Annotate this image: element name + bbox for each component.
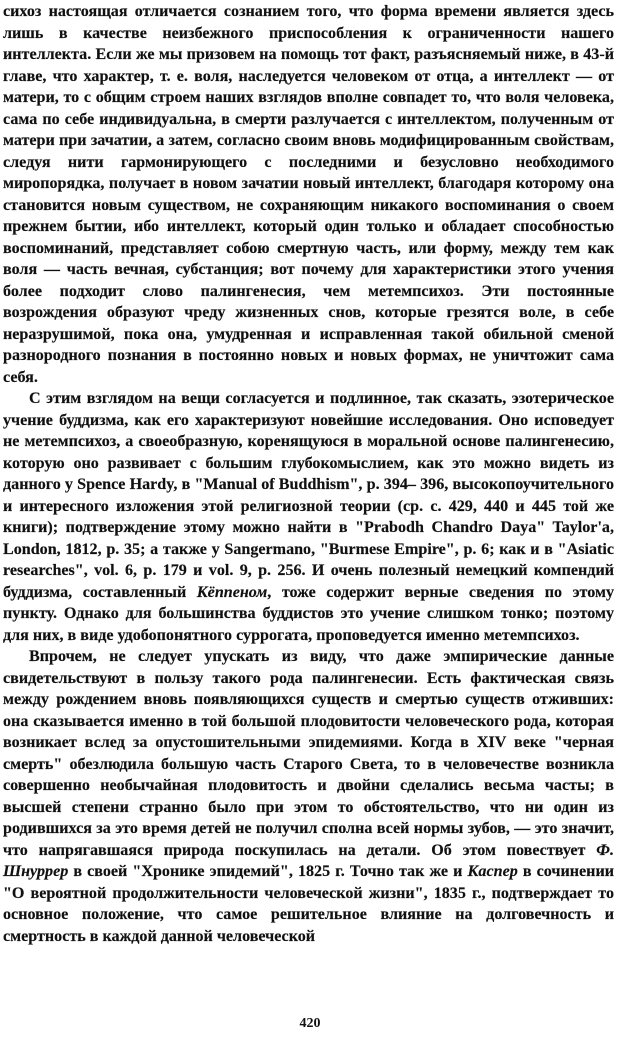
paragraph bbox=[3, 646, 614, 947]
body-text bbox=[3, 1, 614, 947]
paragraph-text: Впрочем, не следует упускать из виду, что даже эмпирические данные свидетельствуют в пользу такого рода палингенесии. Есть фактическая связь между рождением вновь появляющихся существ и смертью существ отживших: она сказывается именно в той большой плодовитости человеческого рода, которая возникает вслед за опустошительными эпидемиями. Когда в XIV веке "черная смерть" обезлюдила большую часть Старого Света, то в человечестве возникла совершенно необычайная плодовитость и двойни сделались весьма часты; в высшей степени странно было при этом то обстоятельство, что ни один из родившихся за это время детей не получил сполна всей нормы зубов, — это значит, что напрягавшаяся природа поскупилась на детали. Об этом повествует bbox=[3, 648, 614, 859]
paragraph-text: С этим взглядом на вещи согласуется и подлинное, так сказать, эзотерическое учение буддизма, как его характеризуют новейшие исследования. Оно исповедует не метемпсихоз, а своеобразную, коренящуюся в моральной основе палингенесию, которую оно развивает с большим глубокомыслием, как это можно видеть из данного у Spence Hardy, в "Manual of Buddhism", p. 394– 396, высокопоучительного и интересного изложения этой религиозной теории (ср. с. 429, 440 и 445 той же книги); подтверждение этому можно найти в "Prabodh Chandro Daya" Taylor'a, London, 1812, p. 35; а также у Sangermano, "Burmese Empire", p. 6; как и в "Asiatic researches", vol. 6, p. 179 и vol. 9, p. 256. И очень полезный немецкий компендий буддизма, составленный bbox=[3, 390, 614, 601]
page-number: 420 bbox=[299, 1016, 321, 1031]
paragraph bbox=[3, 1, 614, 388]
paragraph-text: в сочинении "О вероятной продолжительности человеческой жизни", 1835 г., подтверждает то основное положение, что самое решительное влияние на долговечность и смертность в каждой данной человеческой bbox=[3, 863, 614, 945]
paragraph-text: , тоже содержит верные сведения по этому пункту. Однако для большинства буддистов это учение слишком тонко; поэтому для них, в виде удобопонятного суррогата, проповедуется именно метемпсихоз. bbox=[3, 583, 614, 644]
italic-name: Кёппеном bbox=[196, 583, 268, 601]
paragraph-text: сихоз настоящая отличается сознанием того, что форма времени является здесь лишь в качестве неизбежного приспособления к ограниченности нашего интеллекта. Если же мы призовем на помощь тот факт, разъясняемый ниже, в 43-й главе, что характер, т. е. воля, наследуется человеком от отца, а интеллект — от матери, то с общим строем наших взглядов вполне совпадет то, что воля человека, сама по себе индивидуальна, в смерти разлучается с интеллектом, полученным от матери при зачатии, а затем, согласно своим вновь модифицированным свойствам, следуя нити гармонирующего с последними и безусловно необходимого миропорядка, получает в новом зачатии новый интеллект, благодаря которому она становится новым существом, не сохраняющим никакого воспоминания о своем прежнем бытии, ибо интеллект, который один только и обладает способностью воспоминаний, представляет собою смертную часть, или форму, между тем как воля — часть вечная, субстанция; вот почему для характеристики этого учения более подходит слово палингенесия, чем метемпсихоз. Эти постоянные возрождения образуют чреду жизненных снов, которые грезятся воле, в себе неразрушимой, пока она, умудренная и исправленная такой обильной сменой разнородного познания в постоянно новых и новых формах, не уничтожит сама себя. bbox=[3, 3, 614, 386]
paragraph-text: в своей "Хронике эпидемий", 1825 г. Точно так же и bbox=[68, 863, 468, 880]
paragraph bbox=[3, 388, 614, 646]
italic-name: Ф. Шнуррер bbox=[3, 841, 614, 880]
italic-name: Каспер bbox=[467, 863, 518, 880]
